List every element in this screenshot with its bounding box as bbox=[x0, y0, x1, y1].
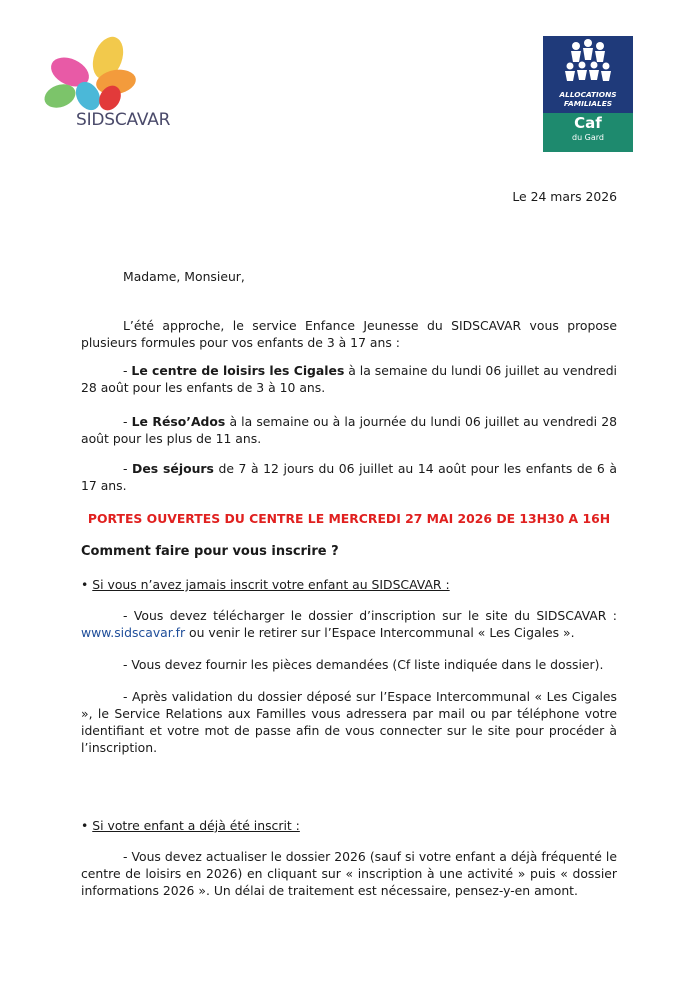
sidscavar-logo-text: SIDSCAVAR bbox=[76, 110, 171, 130]
open-day-announcement: PORTES OUVERTES DU CENTRE LE MERCREDI 27 MAI 2026 DE 13H30 A 16H bbox=[87, 511, 611, 526]
caf-logo bbox=[543, 36, 633, 152]
section1-paragraph2: - Vous devez fournir les pièces demandées (Cf liste indiquée dans le dossier). bbox=[123, 657, 604, 672]
caf-line2: FAMILIALES bbox=[563, 99, 613, 108]
section2-title-text: Si votre enfant a déjà été inscrit : bbox=[92, 818, 300, 833]
caf-logo-top bbox=[543, 36, 633, 113]
salutation: Madame, Monsieur, bbox=[123, 269, 245, 284]
letter-date: Le 24 mars 2026 bbox=[512, 189, 617, 204]
section1-paragraph3: - Après validation du dossier déposé sur l’Espace Intercommunal « Les Cigales », le Service Relations aux Familles vous adressera par mail ou par téléphone votre identifiant et votre mot de passe afin de vous connecter sur le site pour procéder à l’inscription. bbox=[81, 689, 617, 755]
sidscavar-website-link[interactable]: www.sidscavar.fr bbox=[81, 625, 186, 640]
caf-subtitle: du Gard bbox=[571, 133, 605, 142]
how-to-register-heading: Comment faire pour vous inscrire ? bbox=[81, 544, 339, 559]
offer-item bbox=[81, 362, 617, 396]
section1-p1-after: ou venir le retirer sur l’Espace Intercommunal « Les Cigales ». bbox=[185, 625, 575, 640]
section2-title bbox=[81, 817, 300, 834]
section1-title-text: Si vous n’avez jamais inscrit votre enfant au SIDSCAVAR : bbox=[92, 577, 450, 592]
section1-paragraph1 bbox=[81, 607, 617, 641]
caf-name: Caf bbox=[574, 114, 602, 132]
offer-item bbox=[81, 413, 617, 447]
offer-title: Le Réso’Ados bbox=[131, 414, 226, 429]
offer-item bbox=[81, 460, 617, 494]
offer-prefix: - bbox=[123, 414, 132, 429]
offer-details: de 7 à 12 jours du 06 juillet au 14 août pour les enfants de 6 à 17 ans. bbox=[81, 461, 617, 493]
family-figures-icon bbox=[543, 36, 633, 90]
intro-paragraph: L’été approche, le service Enfance Jeunesse du SIDSCAVAR vous propose plusieurs formules pour vos enfants de 3 à 17 ans : bbox=[81, 318, 617, 350]
offer-details: à la semaine ou à la journée du lundi 06 juillet au vendredi 28 août pour les plus de 11 ans. bbox=[81, 414, 618, 446]
bullet-icon: • bbox=[81, 818, 89, 833]
caf-alloc-text bbox=[543, 90, 633, 108]
offer-title: Des séjours bbox=[132, 461, 214, 476]
sidscavar-logo bbox=[40, 30, 190, 140]
caf-logo-bottom bbox=[543, 113, 633, 152]
bullet-icon: • bbox=[81, 577, 89, 592]
offer-details: à la semaine du lundi 06 juillet au vendredi 28 août pour les enfants de 3 à 10 ans. bbox=[81, 363, 618, 395]
section1-p1-text: - Vous devez télécharger le dossier d’inscription sur le site du SIDSCAVAR : bbox=[123, 608, 617, 623]
caf-line1: ALLOCATIONS bbox=[559, 90, 617, 99]
offer-prefix: - bbox=[123, 461, 133, 476]
section2-paragraph1: - Vous devez actualiser le dossier 2026 (sauf si votre enfant a déjà fréquenté le centre de loisirs en 2026) en cliquant sur « inscription à une activité » puis « dossier informations 2026 ». Un délai de traitement est nécessaire, pensez-y-en amont. bbox=[81, 849, 617, 898]
offer-prefix: - bbox=[123, 363, 132, 378]
offer-title: Le centre de loisirs les Cigales bbox=[131, 363, 345, 378]
section1-title bbox=[81, 576, 450, 593]
